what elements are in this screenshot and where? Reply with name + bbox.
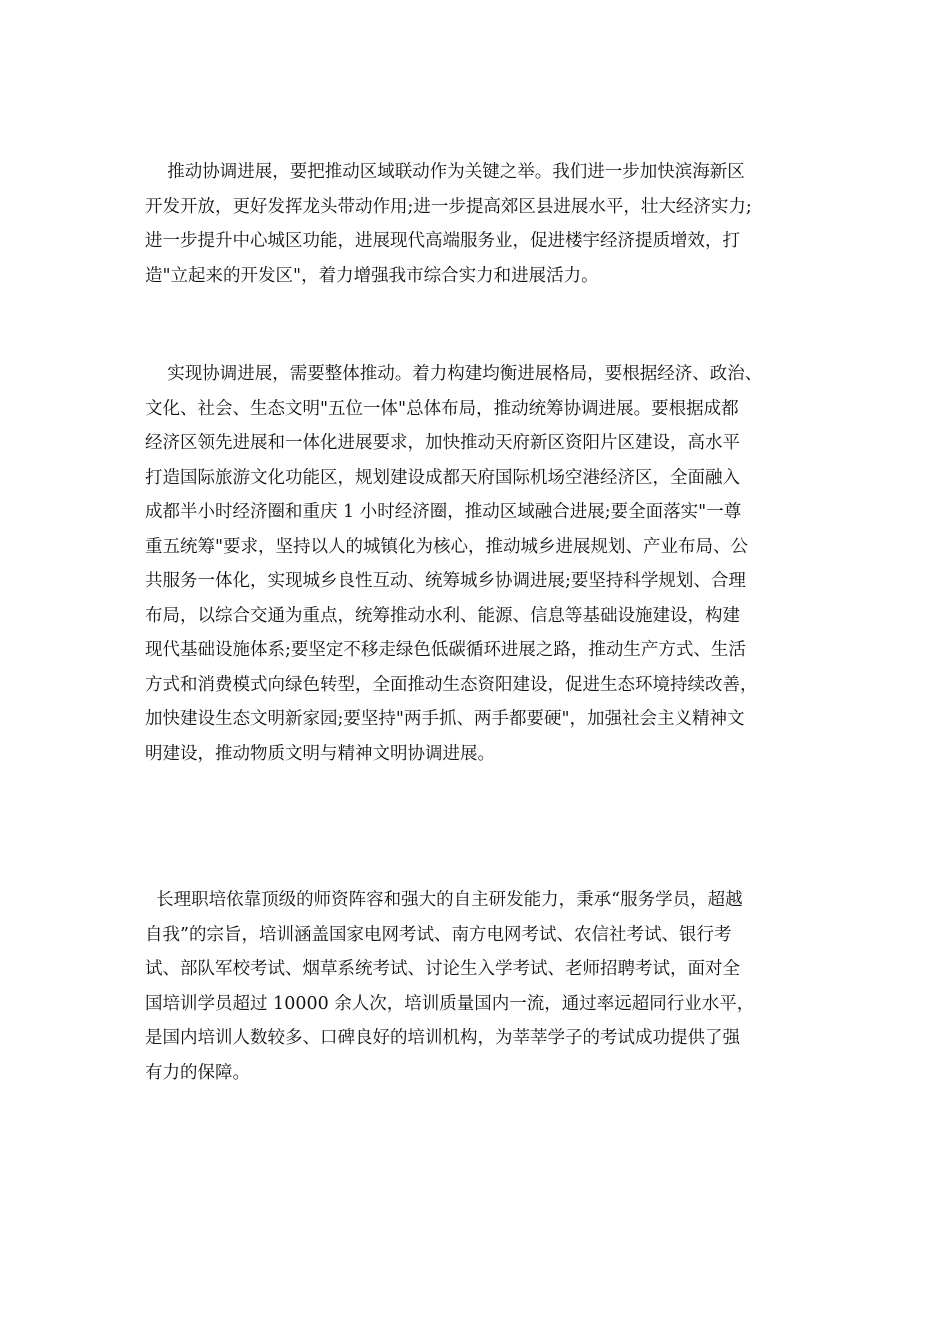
paragraph-line: 开发开放，更好发挥龙头带动作用;进一步提高郊区县进展水平，壮大经济实力; xyxy=(145,196,752,217)
paragraph-line: 是国内培训人数较多、口碑良好的培训机构，为莘莘学子的考试成功提供了强 xyxy=(145,1028,740,1048)
paragraph-line: 造"立起来的开发区"，着力增强我市综合实力和进展活力。 xyxy=(145,265,599,286)
paragraph-overall-promotion xyxy=(145,357,815,771)
paragraph-line: 重五统筹"要求，坚持以人的城镇化为核心，推动城乡进展规划、产业布局、公 xyxy=(145,536,749,557)
paragraph-line: 进一步提升中心城区功能，进展现代高端服务业，促进楼宇经济提质增效，打 xyxy=(145,231,740,251)
paragraph-training-institution xyxy=(145,883,815,1090)
paragraph-line: 加快建设生态文明新家园;要坚持"两手抓、两手都要硬"，加强社会主义精神文 xyxy=(145,709,745,729)
paragraph-line: 推动协调进展，要把推动区域联动作为关键之举。我们进一步加快滨海新区 xyxy=(145,162,745,182)
paragraph-line: 经济区领先进展和一体化进展要求，加快推动天府新区资阳片区建设，高水平 xyxy=(145,433,740,453)
paragraph-line: 文化、社会、生态文明"五位一体"总体布局，推动统筹协调进展。要根据成都 xyxy=(145,398,739,419)
paragraph-line: 自我”的宗旨，培训涵盖国家电网考试、南方电网考试、农信社考试、银行考 xyxy=(145,924,732,945)
paragraph-line: 试、部队军校考试、烟草系统考试、讨论生入学考试、老师招聘考试，面对全 xyxy=(145,959,740,979)
paragraph-line: 有力的保障。 xyxy=(145,1062,250,1083)
paragraph-line: 国培训学员超过 10000 余人次，培训质量国内一流，通过率远超同行业水平， xyxy=(145,993,755,1014)
paragraph-line: 长理职培依靠顶级的师资阵容和强大的自主研发能力，秉承“服务学员，超越 xyxy=(145,890,743,910)
paragraph-line: 共服务一体化，实现城乡良性互动、统筹城乡协调进展;要坚持科学规划、合理 xyxy=(145,571,746,591)
paragraph-line: 布局，以综合交通为重点，统筹推动水利、能源、信息等基础设施建设，构建 xyxy=(145,605,740,626)
paragraph-line: 打造国际旅游文化功能区，规划建设成都天府国际机场空港经济区，全面融入 xyxy=(145,467,740,488)
paragraph-line: 实现协调进展，需要整体推动。着力构建均衡进展格局，要根据经济、政治、 xyxy=(145,364,763,384)
paragraph-regional-coordination xyxy=(145,155,815,293)
paragraph-line: 成都半小时经济圈和重庆 1 小时经济圈，推动区域融合进展;要全面落实"一尊 xyxy=(145,502,742,522)
paragraph-line: 现代基础设施体系;要坚定不移走绿色低碳循环进展之路，推动生产方式、生活 xyxy=(145,640,746,660)
paragraph-line: 方式和消费模式向绿色转型，全面推动生态资阳建设，促进生态环境持续改善， xyxy=(145,674,758,695)
paragraph-line: 明建设，推动物质文明与精神文明协调进展。 xyxy=(145,743,495,764)
